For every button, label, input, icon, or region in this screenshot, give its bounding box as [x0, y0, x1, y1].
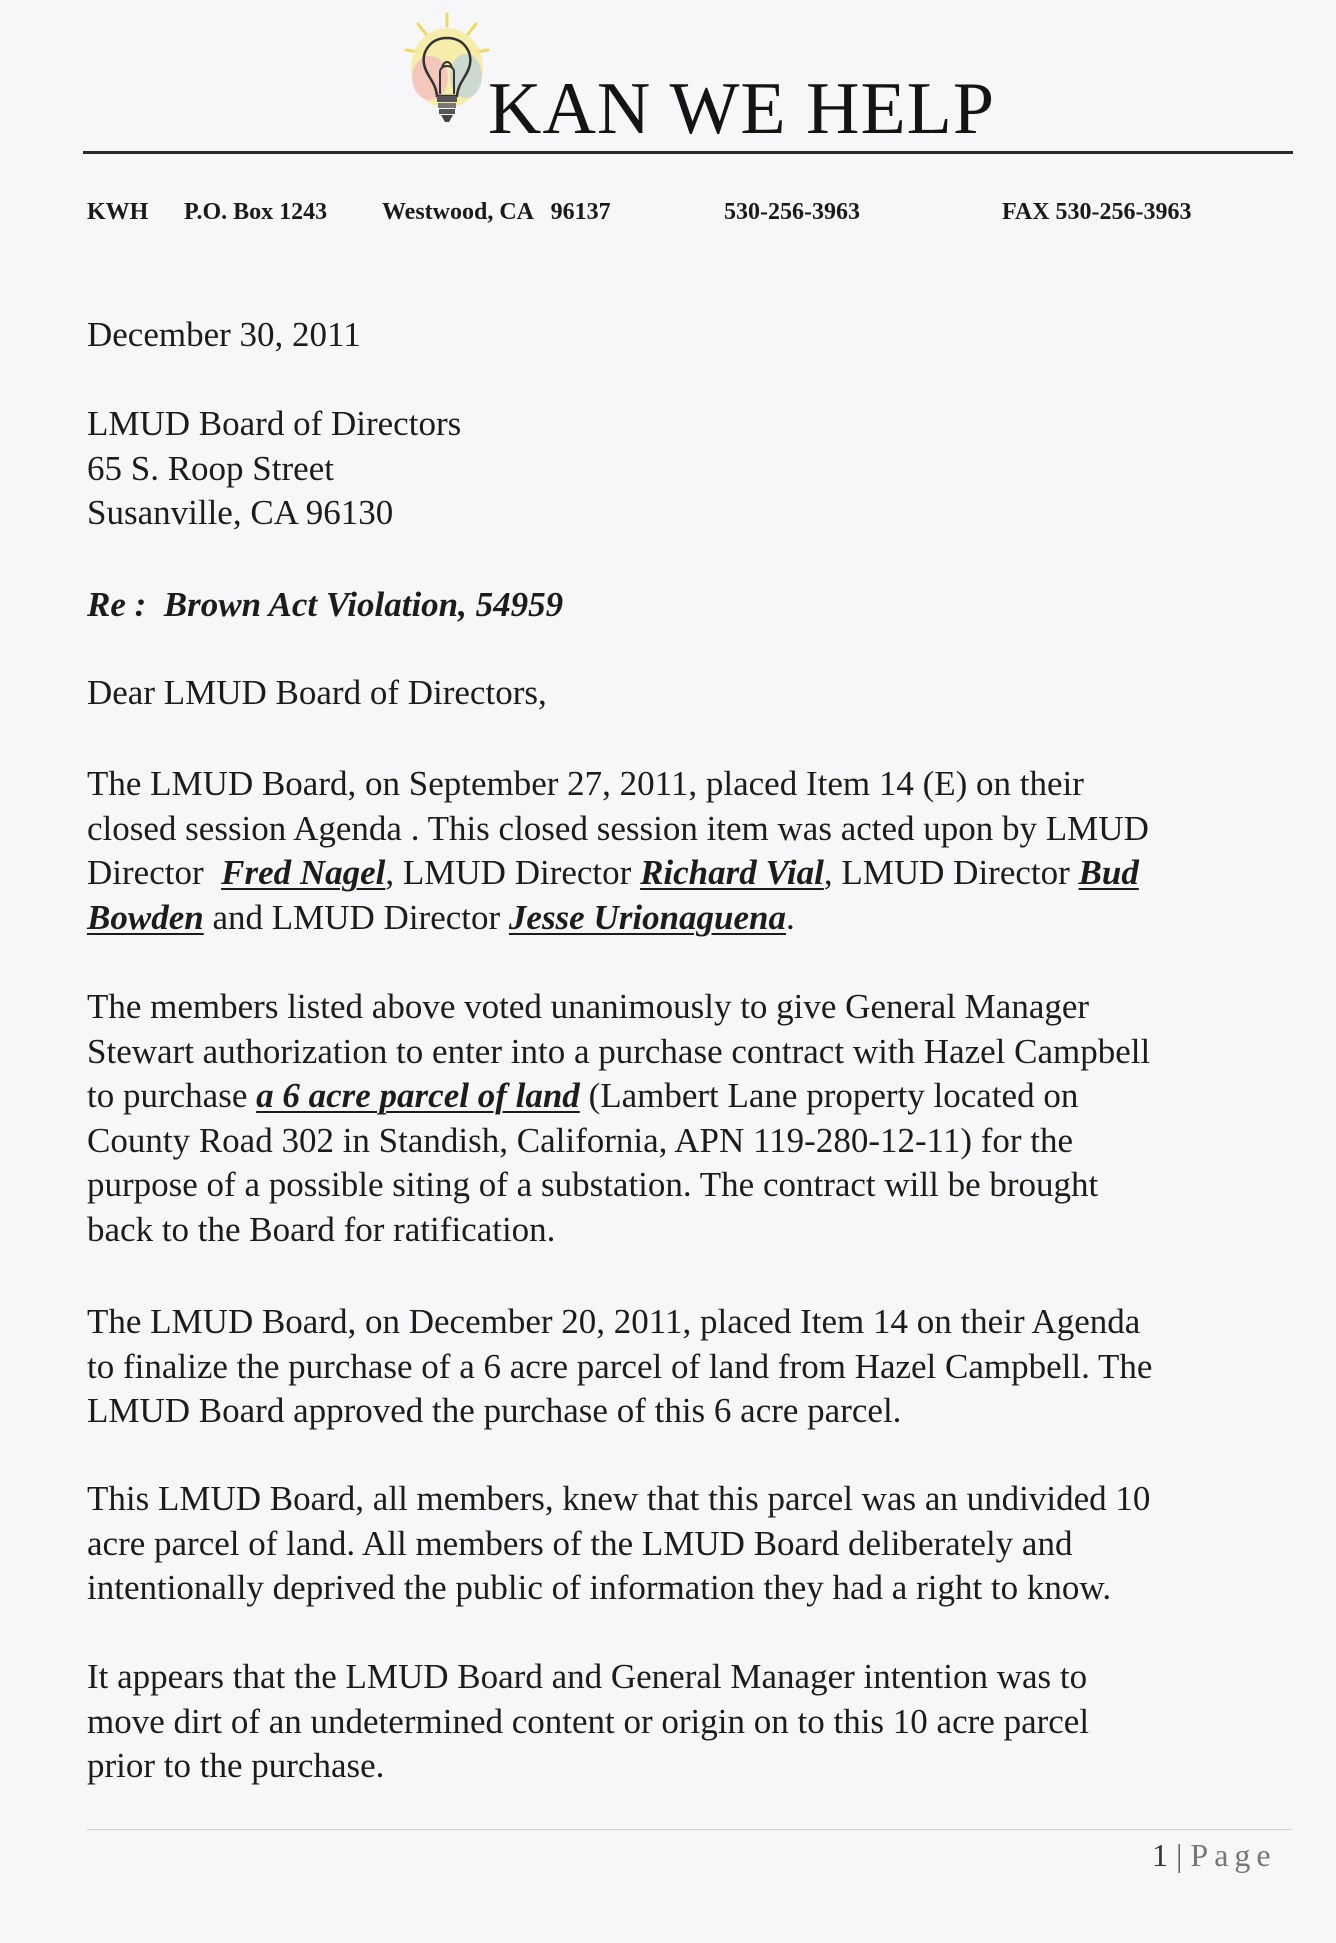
- paragraph-4: [87, 1477, 1150, 1611]
- paragraph-line: The members listed above voted unanimously to give General Manager: [87, 987, 1090, 1026]
- lightbulb-icon: [400, 10, 495, 135]
- text-fragment: Director: [87, 853, 222, 892]
- text-fragment: to purchase: [87, 1076, 257, 1115]
- page-number-footer: [1152, 1837, 1277, 1874]
- text-fragment: , LMUD Director: [823, 853, 1079, 892]
- director-name: Jesse Urionaguena: [508, 897, 787, 937]
- paragraph-line: move dirt of an undetermined content or origin on to this 10 acre parcel: [87, 1701, 1090, 1741]
- text-fragment: (Lambert Lane property located on: [579, 1076, 1079, 1115]
- paragraph-line: prior to the purchase.: [87, 1746, 385, 1785]
- paragraph-line: County Road 302 in Standish, California, APN 119-280-12-11) for the: [87, 1120, 1074, 1160]
- paragraph-1: [87, 762, 1149, 940]
- subject-line: Re : Brown Act Violation, 54959: [87, 585, 564, 624]
- paragraph-line: [87, 1074, 1150, 1119]
- paragraph-line: The LMUD Board, on September 27, 2011, placed Item 14 (E) on their: [87, 764, 1084, 803]
- letterhead-rule: [83, 151, 1293, 154]
- recipient-address: [87, 402, 461, 536]
- paragraph-line: to finalize the purchase of a 6 acre parcel of land from Hazel Campbell. The: [87, 1346, 1153, 1386]
- address-line: Susanville, CA 96130: [87, 493, 394, 532]
- paragraph-line: It appears that the LMUD Board and General Manager intention was to: [87, 1657, 1088, 1696]
- paragraph-line: This LMUD Board, all members, knew that this parcel was an undivided 10: [87, 1479, 1151, 1518]
- text-fragment: , LMUD Director: [385, 853, 641, 892]
- paragraph-line: The LMUD Board, on December 20, 2011, placed Item 14 on their Agenda: [87, 1302, 1141, 1341]
- salutation: Dear LMUD Board of Directors,: [87, 673, 547, 712]
- paragraph-line: closed session Agenda . This closed session item was acted upon by LMUD: [87, 808, 1149, 848]
- paragraph-5: [87, 1655, 1089, 1789]
- po-box: P.O. Box 1243: [184, 199, 328, 225]
- paragraph-line: LMUD Board approved the purchase of this 6 acre parcel.: [87, 1391, 902, 1430]
- address-line: 65 S. Roop Street: [87, 448, 334, 488]
- city-address: Westwood, CA 96137: [382, 199, 611, 225]
- organization-name: KAN WE HELP: [488, 68, 996, 150]
- paragraph-line: acre parcel of land. All members of the LMUD Board deliberately and: [87, 1523, 1073, 1563]
- fax-number: FAX 530-256-3963: [1002, 199, 1192, 225]
- footer-rule: [87, 1829, 1292, 1830]
- phone-number: 530-256-3963: [724, 199, 860, 225]
- highlighted-phrase: a 6 acre parcel of land: [256, 1076, 580, 1115]
- director-name: Bud: [1078, 853, 1139, 892]
- director-name: Richard Vial: [640, 853, 824, 892]
- paragraph-line: back to the Board for ratification.: [87, 1209, 556, 1249]
- page-separator: |: [1176, 1837, 1183, 1873]
- letterhead: [400, 10, 1100, 150]
- paragraph-line: [87, 851, 1149, 896]
- paragraph-line: [87, 896, 1149, 941]
- text-fragment: and LMUD Director: [203, 897, 509, 937]
- director-name: Fred Nagel: [221, 853, 386, 892]
- paragraph-line: Stewart authorization to enter into a purchase contract with Hazel Campbell: [87, 1031, 1151, 1071]
- paragraph-line: purpose of a possible siting of a substation. The contract will be brought: [87, 1165, 1099, 1204]
- text-fragment: .: [786, 897, 795, 937]
- letter-date: December 30, 2011: [87, 315, 361, 354]
- address-line: LMUD Board of Directors: [87, 404, 462, 443]
- paragraph-3: [87, 1300, 1152, 1434]
- org-abbreviation: KWH: [87, 199, 149, 225]
- page-label: Page: [1190, 1837, 1277, 1873]
- paragraph-line: intentionally deprived the public of information they had a right to know.: [87, 1568, 1112, 1607]
- director-name: Bowden: [87, 897, 204, 937]
- page-number: 1: [1152, 1837, 1168, 1873]
- paragraph-2: [87, 985, 1150, 1252]
